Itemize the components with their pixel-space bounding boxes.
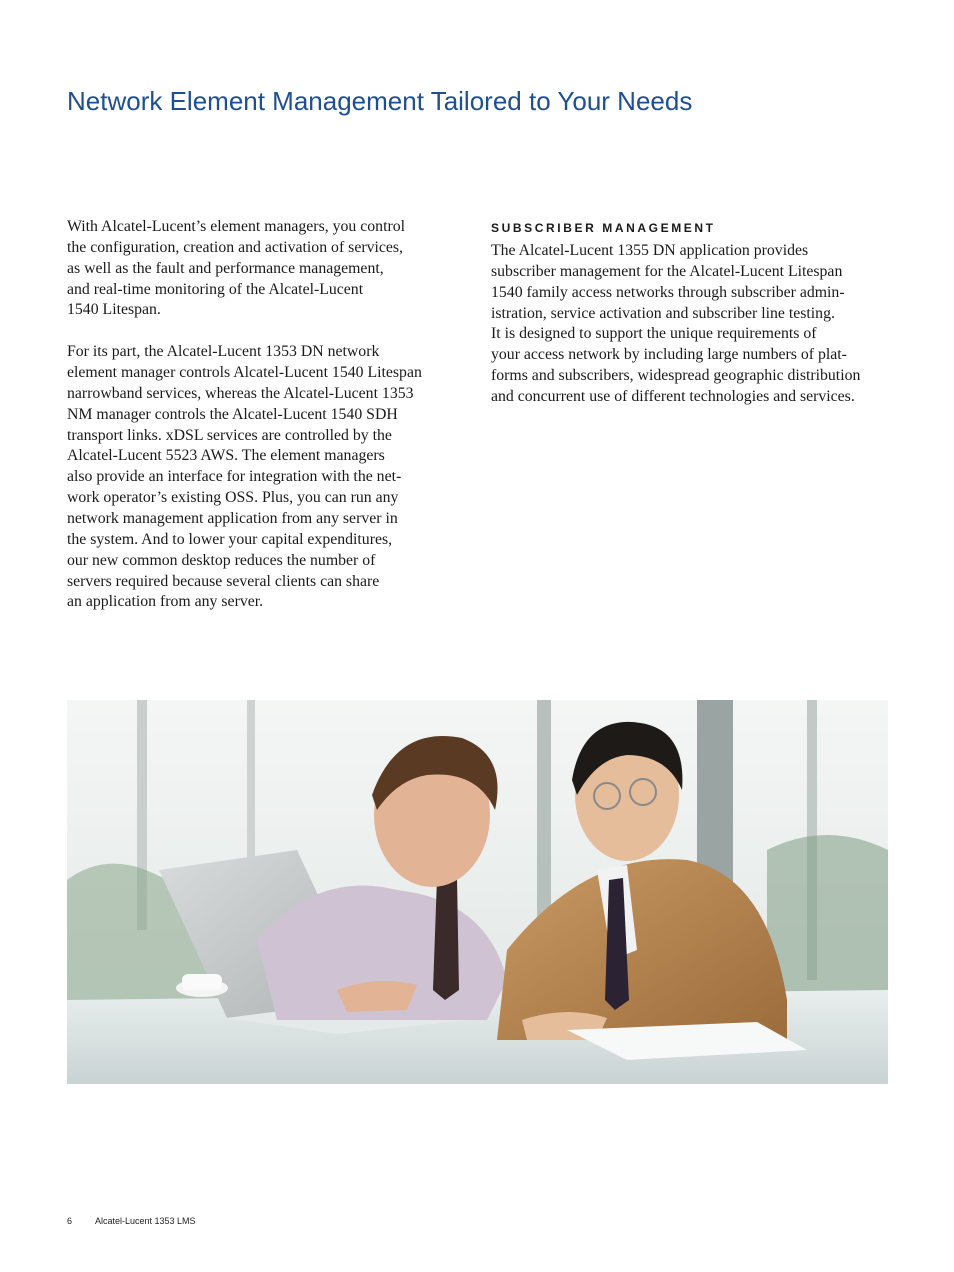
- text-line: work operator’s existing OSS. Plus, you can run any: [67, 489, 399, 507]
- text-line: network management application from any server in: [67, 509, 398, 527]
- text-line: our new common desktop reduces the number of: [67, 551, 376, 569]
- text-line: subscriber management for the Alcatel-Lucent Litespan: [491, 262, 843, 280]
- text-line: the system. And to lower your capital expenditures,: [67, 530, 393, 548]
- page-footer: [67, 1216, 196, 1226]
- section-heading: SUBSCRIBER MANAGEMENT: [491, 221, 716, 235]
- text-line: istration, service activation and subscriber line testing.: [491, 304, 835, 322]
- text-line: and real-time monitoring of the Alcatel-Lucent: [67, 280, 364, 298]
- text-line: It is designed to support the unique requirements of: [491, 325, 817, 343]
- text-line: forms and subscribers, widespread geographic distribution: [491, 367, 861, 385]
- subscriber-management-paragraph: [491, 241, 896, 408]
- text-line: the configuration, creation and activation of services,: [67, 238, 403, 256]
- text-line: The Alcatel-Lucent 1355 DN application provides: [491, 242, 809, 259]
- right-column: [491, 217, 896, 408]
- text-line: servers required because several clients can share: [67, 572, 380, 590]
- element-managers-paragraph: [67, 342, 467, 613]
- text-line: and concurrent use of different technologies and services.: [491, 387, 855, 405]
- text-line: element manager controls Alcatel-Lucent 1540 Litespan: [67, 364, 422, 382]
- text-line: transport links. xDSL services are controlled by the: [67, 426, 392, 444]
- intro-paragraph: [67, 217, 467, 321]
- text-line: Alcatel-Lucent 5523 AWS. The element managers: [67, 447, 385, 465]
- text-line: NM manager controls the Alcatel-Lucent 1540 SDH: [67, 405, 398, 423]
- text-line: your access network by including large numbers of plat-: [491, 346, 847, 364]
- page-title: Network Element Management Tailored to Your Needs: [67, 86, 693, 116]
- text-line: also provide an interface for integration with the net-: [67, 468, 402, 486]
- office-photo: [67, 700, 888, 1084]
- text-line: 1540 Litespan.: [67, 301, 161, 319]
- text-line: as well as the fault and performance management,: [67, 259, 384, 277]
- text-line: 1540 family access networks through subscriber admin-: [491, 283, 845, 301]
- footer-product: Alcatel-Lucent 1353 LMS: [95, 1216, 196, 1226]
- left-column: [67, 217, 467, 634]
- text-line: For its part, the Alcatel-Lucent 1353 DN network: [67, 343, 380, 361]
- office-laptop-photo-icon: [67, 700, 888, 1084]
- page-number: 6: [67, 1216, 73, 1226]
- text-line: an application from any server.: [67, 593, 264, 611]
- text-line: narrowband services, whereas the Alcatel-Lucent 1353: [67, 384, 414, 402]
- text-line: With Alcatel-Lucent’s element managers, you control: [67, 218, 406, 235]
